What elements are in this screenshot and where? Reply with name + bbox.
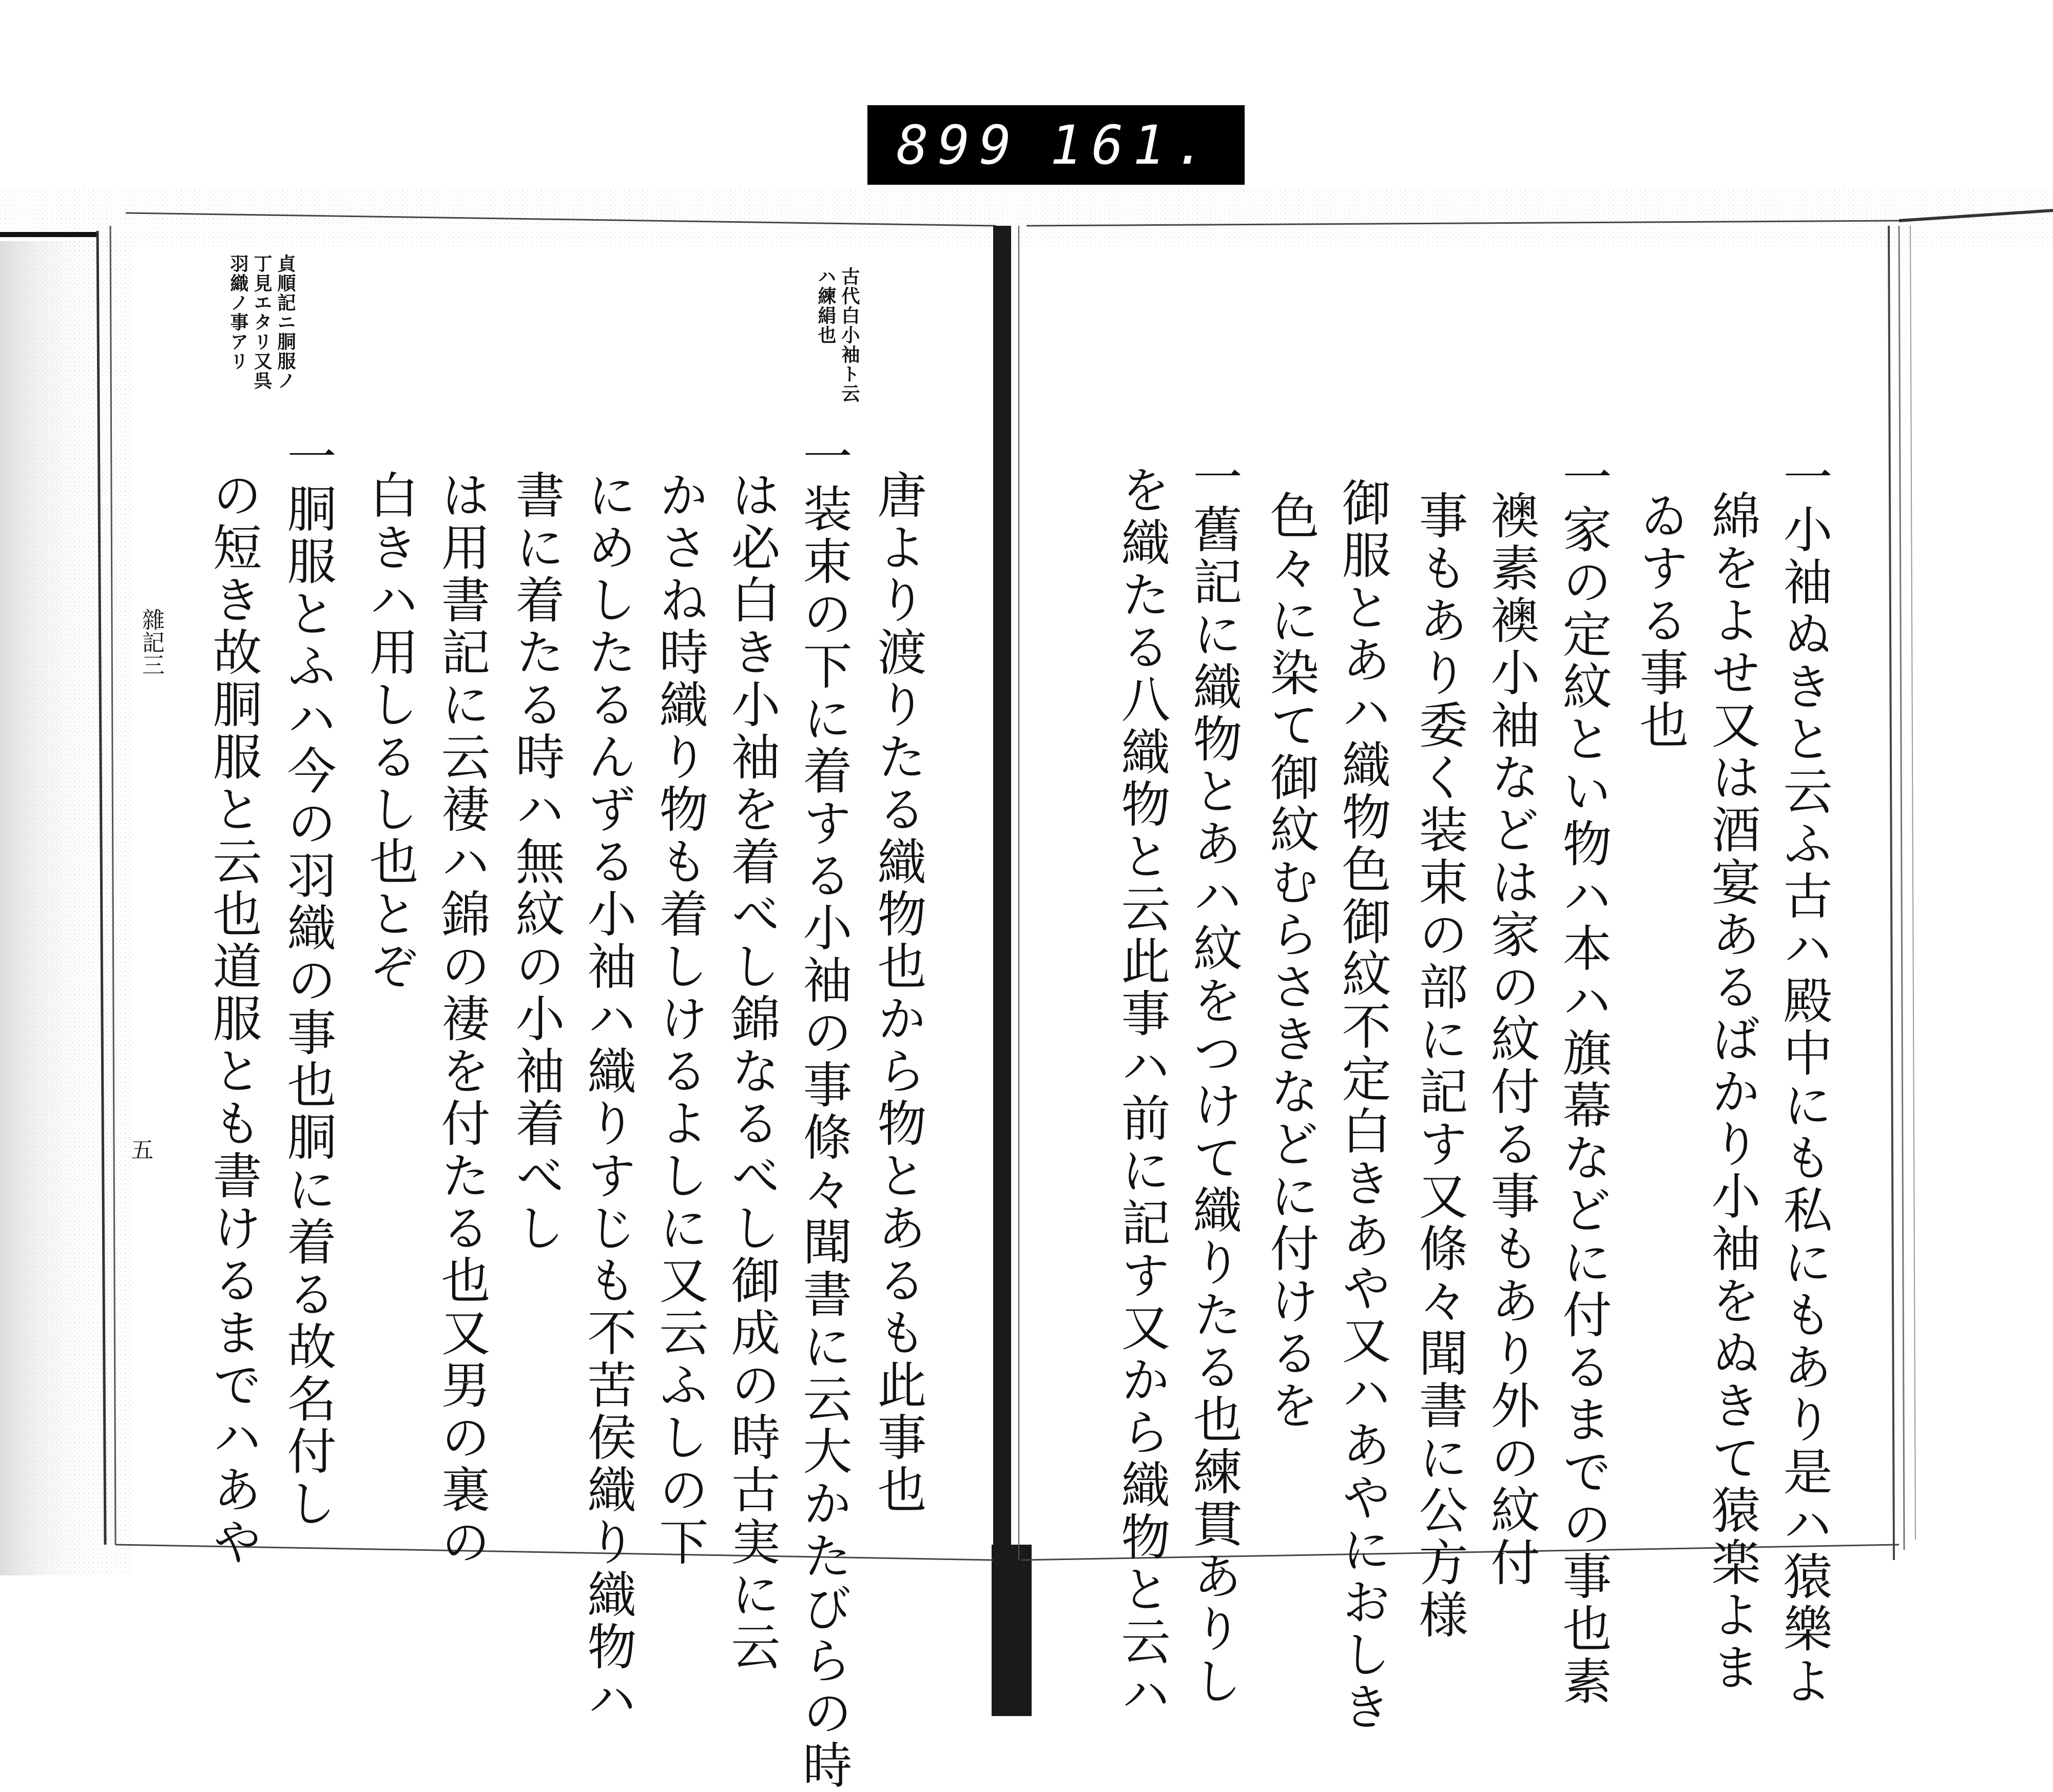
left-page-column-8: 白きハ用しるし也とぞ <box>361 470 419 993</box>
left-page-column-3: は必白き小袖を着べし錦なるべし御成の時古実に云 <box>723 470 781 1673</box>
right-page-column-6: 事もあり委く装束の部に記す又條々聞書に公方様 <box>1411 490 1468 1642</box>
head-note-left-line-1: 貞順記ニ胴服ノ <box>275 254 296 391</box>
right-page-column-7: 御服とあハ織物色御紋不定白きあや又ハあやにおしき <box>1334 477 1391 1733</box>
reel-number-left: 899 <box>896 113 1021 177</box>
right-page-column-5: 襖素襖小袖などは家の紋付る事もあり外の紋付 <box>1483 490 1540 1589</box>
left-page-column-6: 書に着たる時ハ無紋の小袖着べし <box>508 470 565 1255</box>
left-page-column-9: 一胴服とふハ今の羽織の事也胴に着る故名付し <box>279 431 337 1530</box>
right-page-column-8: 色々に染て御紋むらさきなどに付けるを <box>1262 490 1320 1432</box>
left-page-column-7: は用書記に云褄ハ錦の褄を付たる也又男の裏の <box>433 470 491 1569</box>
left-page-column-2: 一装束の下に着する小袖の事條々聞書に云大かたびらの時 <box>795 431 853 1792</box>
head-note-left-line-2: 丁見エタリ又呉 <box>251 254 272 391</box>
running-title: 雜記三 <box>138 608 164 676</box>
left-page-column-1: 唐より渡りたる織物也から物とあるも此事也 <box>869 470 927 1516</box>
head-note-left-line-3: 羽織ノ事アリ <box>227 254 248 371</box>
right-page-column-2: 綿をよせ又は酒宴あるばかり小袖をぬきて猿楽よま <box>1703 490 1761 1694</box>
left-page-column-10: の短き故胴服と云也道服とも書けるまでハあや <box>205 470 262 1569</box>
head-note-right-line-2: ハ練絹也 <box>815 267 836 345</box>
microfilm-reel-label <box>867 105 1245 185</box>
right-page-column-9: 一舊記に織物とあハ紋をつけて織りたる也練貫ありし <box>1185 452 1243 1708</box>
left-page-column-4: かさね時織り物も着しけるよしに又云ふしの下 <box>651 470 709 1569</box>
right-page-column-4: 一家の定紋とい物ハ本ハ旗幕などに付るまでの事也素 <box>1555 452 1612 1708</box>
right-page-column-10: を織たる八織物と云此事ハ前に記す又から織物と云ハ <box>1113 464 1171 1721</box>
head-note-right-line-1: 古代白小袖ト云 <box>839 267 860 403</box>
left-page-column-5: にめしたるんずる小袖ハ織りすじも不苦侯織り織物ハ <box>579 470 637 1726</box>
left-page-head-note-left <box>226 254 297 391</box>
page-number: 五 <box>131 1137 153 1163</box>
reel-number-right: 161. <box>1050 113 1216 177</box>
left-page-head-note-right <box>814 267 861 403</box>
right-page-column-1: 一小袖ぬきと云ふ古ハ殿中にも私にもあり是ハ猿樂よ <box>1775 452 1833 1708</box>
right-page-column-3: ゐする事也 <box>1632 490 1689 752</box>
